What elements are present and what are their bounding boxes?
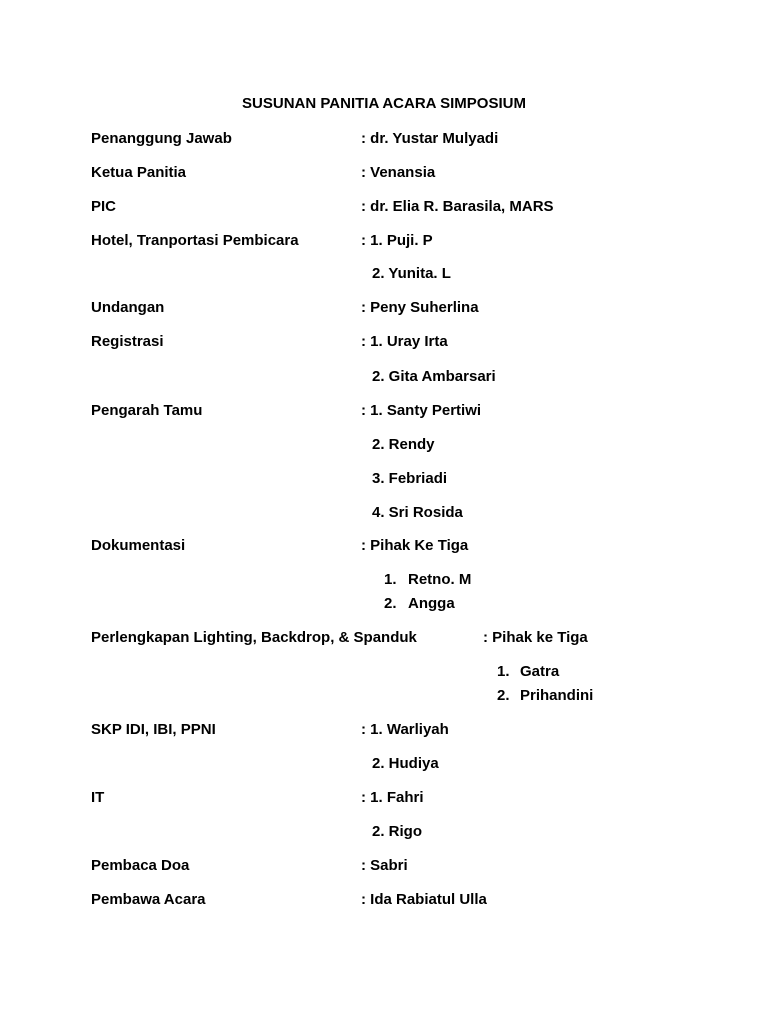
row-value-pembaca-doa: : Sabri [361, 857, 408, 874]
row-label-undangan: Undangan [91, 299, 165, 316]
row-value-skp: : 1. Warliyah [361, 721, 449, 738]
row-label-pic: PIC [91, 198, 117, 215]
row-extra-pengarah-tamu-2: 3. Febriadi [372, 470, 448, 487]
row-label-perlengkapan: Perlengkapan Lighting, Backdrop, & Spanduk [91, 629, 417, 646]
row-value-undangan: : Peny Suherlina [361, 299, 479, 316]
row-label-skp: SKP IDI, IBI, PPNI [91, 721, 216, 738]
list-item: Gatra [520, 663, 560, 680]
row-extra-skp-1: 2. Hudiya [372, 755, 439, 772]
row-label-pengarah-tamu: Pengarah Tamu [91, 402, 203, 419]
list-number: 1. [384, 571, 397, 588]
row-value-registrasi: : 1. Uray Irta [361, 333, 448, 350]
row-label-penanggung-jawab: Penanggung Jawab [91, 130, 232, 147]
row-value-perlengkapan: : Pihak ke Tiga [483, 629, 588, 646]
row-label-pembaca-doa: Pembaca Doa [91, 857, 190, 874]
row-label-dokumentasi: Dokumentasi [91, 537, 186, 554]
row-value-hotel: : 1. Puji. P [361, 232, 433, 249]
row-value-pengarah-tamu: : 1. Santy Pertiwi [361, 402, 482, 419]
row-value-pic: : dr. Elia R. Barasila, MARS [361, 198, 554, 215]
list-item: Angga [408, 595, 455, 612]
row-extra-it-1: 2. Rigo [372, 823, 423, 840]
list-number: 2. [497, 687, 510, 704]
row-extra-hotel-1: 2. Yunita. L [372, 265, 451, 282]
row-value-penanggung-jawab: : dr. Yustar Mulyadi [361, 130, 499, 147]
row-extra-registrasi-1: 2. Gita Ambarsari [372, 368, 496, 385]
row-value-ketua-panitia: : Venansia [361, 164, 436, 181]
list-item: Retno. M [408, 571, 472, 588]
list-number: 1. [497, 663, 510, 680]
row-value-it: : 1. Fahri [361, 789, 424, 806]
row-extra-pengarah-tamu-3: 4. Sri Rosida [372, 504, 463, 521]
row-label-pembawa-acara: Pembawa Acara [91, 891, 206, 908]
row-value-dokumentasi: : Pihak Ke Tiga [361, 537, 469, 554]
row-value-pembawa-acara: : Ida Rabiatul Ulla [361, 891, 487, 908]
document-title: SUSUNAN PANITIA ACARA SIMPOSIUM [242, 95, 526, 112]
list-item: Prihandini [520, 687, 594, 704]
row-extra-pengarah-tamu-1: 2. Rendy [372, 436, 435, 453]
list-number: 2. [384, 595, 397, 612]
row-label-hotel: Hotel, Tranportasi Pembicara [91, 232, 299, 249]
row-label-registrasi: Registrasi [91, 333, 164, 350]
row-label-it: IT [91, 789, 105, 806]
row-label-ketua-panitia: Ketua Panitia [91, 164, 187, 181]
